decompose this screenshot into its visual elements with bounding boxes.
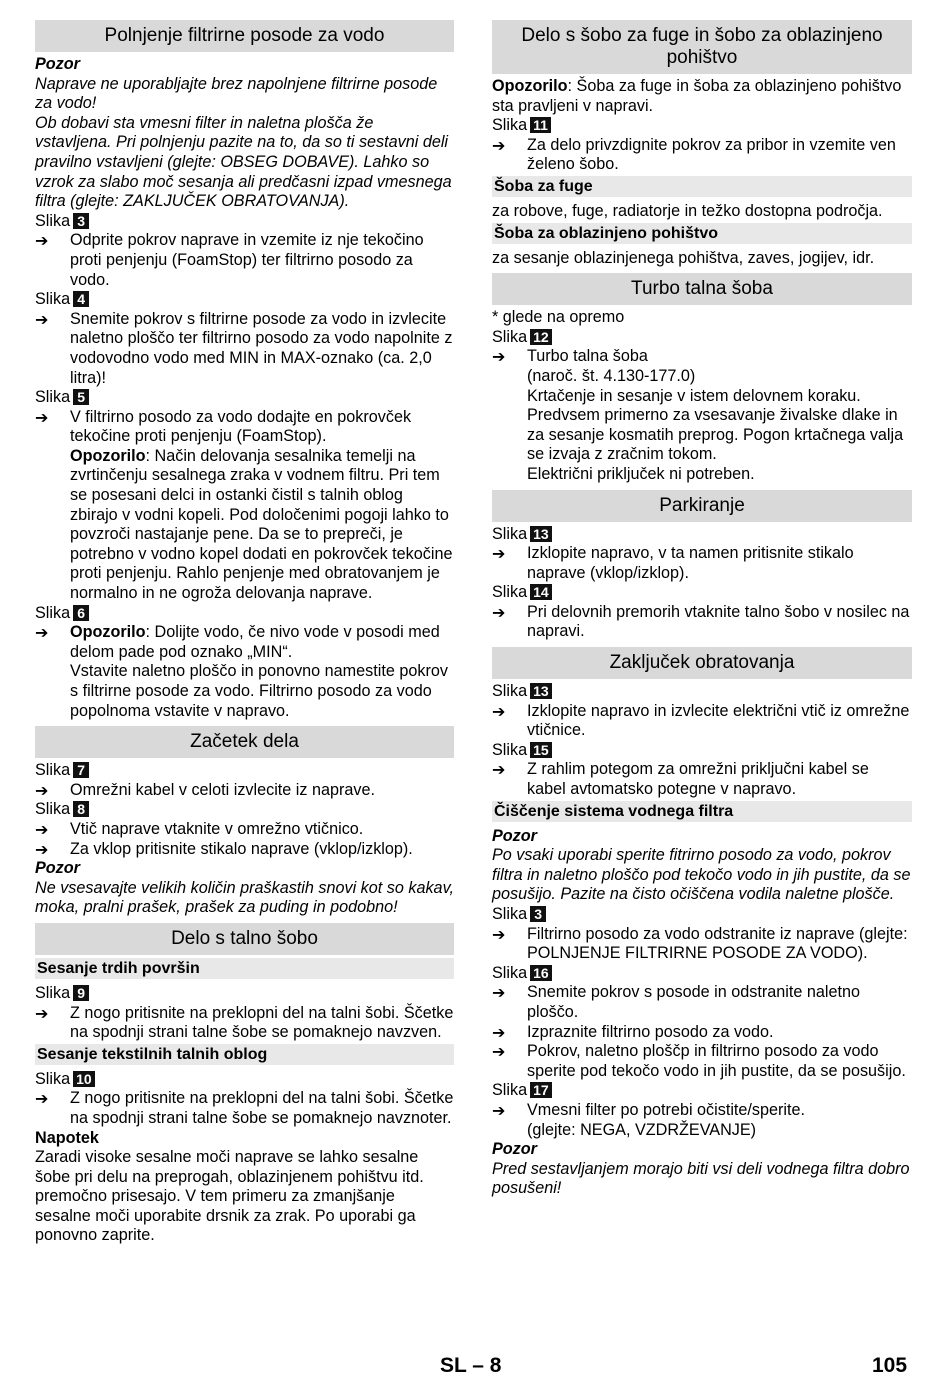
figure-ref — [35, 388, 454, 408]
figure-number: 17 — [530, 1082, 552, 1098]
figure-ref — [35, 212, 454, 232]
step-arrow-icon: ➔ — [492, 1022, 506, 1042]
hint-label: Napotek — [35, 1128, 99, 1147]
subsection-title: Sesanje trdih površin — [35, 958, 454, 979]
figure-ref — [492, 741, 912, 761]
figure-ref — [492, 1081, 912, 1101]
step-arrow-icon: ➔ — [492, 1100, 506, 1120]
subsection-title: Čiščenje sistema vodnega filtra — [492, 801, 912, 822]
step-text: Vtič naprave vtaknite v omrežno vtičnico. — [70, 819, 364, 838]
figure-number: 7 — [73, 762, 89, 778]
step-text: Vstavite naletno ploščo in ponovno namestite pokrov s filtrirne posode za vodo. Filtrirno posodo za vodo popolnoma vstavite v napravo. — [70, 662, 448, 720]
step-item — [35, 1089, 454, 1128]
step-text: Izklopite napravo in izvlecite električni vtič iz omrežne vtičnice. — [527, 701, 910, 740]
step-text: Filtrirno posodo za vodo odstranite iz naprave (glejte: POLNJENJE FILTRIRNE POSODE ZA VODO). — [527, 924, 908, 963]
figure-number: 13 — [530, 526, 552, 542]
figure-number: 13 — [530, 683, 552, 699]
step-arrow-icon: ➔ — [492, 983, 506, 1003]
figure-label: Slika — [492, 1081, 528, 1100]
step-arrow-icon: ➔ — [492, 347, 506, 367]
left-column — [35, 20, 454, 1246]
section-title-floor-nozzle: Delo s talno šobo — [35, 923, 454, 955]
figure-label: Slika — [35, 761, 71, 780]
step-text: Z nogo pritisnite na preklopni del na talni šobi. Ščetke na spodnji strani talne šobe se pomaknejo navznoter. — [70, 1089, 454, 1127]
figure-label: Slika — [35, 290, 71, 309]
step-item — [35, 310, 454, 388]
caution-label: Pozor — [492, 1140, 537, 1159]
figure-label: Slika — [492, 740, 528, 759]
figure-label: Slika — [35, 983, 71, 1002]
step-item — [492, 760, 912, 799]
step-arrow-icon: ➔ — [35, 1003, 49, 1023]
step-arrow-icon: ➔ — [492, 544, 506, 564]
caution-label: Pozor — [35, 859, 80, 878]
note-label: Opozorilo — [492, 77, 568, 95]
figure-number: 10 — [73, 1071, 95, 1087]
step-arrow-icon: ➔ — [492, 135, 506, 155]
note-label: Opozorilo — [70, 623, 146, 642]
step-arrow-icon: ➔ — [492, 701, 506, 721]
step-arrow-icon: ➔ — [35, 839, 49, 859]
step-item — [35, 623, 454, 721]
step-text: Omrežni kabel v celoti izvlecite iz naprave. — [70, 780, 375, 799]
figure-label: Slika — [492, 583, 528, 602]
step-item — [492, 1042, 912, 1081]
figure-label: Slika — [35, 388, 71, 407]
step-arrow-icon: ➔ — [35, 231, 49, 251]
step-text: Za vklop pritisnite stikalo naprave (vklop/izklop). — [70, 839, 413, 858]
step-text: Turbo talna šoba (naroč. št. 4.130-177.0) Krtačenje in sesanje v istem delovnem koraku. Predvsem primerno za vsesavanje živalske dlake in za sesanje kosmatih preprog. Pogon krtačnega valja se izvaja z zračnim tokom. Električni priključek ni potreben. — [527, 347, 904, 483]
subsection-title: Šoba za oblazinjeno pohištvo — [492, 223, 912, 244]
figure-ref — [35, 290, 454, 310]
step-arrow-icon: ➔ — [35, 819, 49, 839]
caution-text: Pred sestavljanjem morajo biti vsi deli vodnega filtra dobro posušeni! — [492, 1159, 910, 1198]
figure-number: 3 — [73, 213, 89, 229]
step-item — [35, 820, 454, 840]
figure-ref — [35, 604, 454, 624]
figure-ref — [492, 116, 912, 136]
figure-number: 12 — [530, 329, 552, 345]
hint-text: Zaradi visoke sesalne moči naprave se lahko sesalne šobe pri delu na preprogah, oblazinjenem pohištvu itd. premočno prisesajo. V tem primeru za zmanjšanje sesalne moči uporabite drsnik za zrak. Po uporabi ga ponovno zaprite. — [35, 1148, 424, 1245]
caution-text: Ne vsesavajte velikih količin praškastih snovi kot so kakav, moka, pralni prašek, prašek za puding in podobno! — [35, 878, 454, 917]
step-arrow-icon: ➔ — [35, 623, 49, 643]
step-item — [492, 1023, 912, 1043]
figure-label: Slika — [492, 524, 528, 543]
figure-label: Slika — [35, 603, 71, 622]
section-title-parking: Parkiranje — [492, 490, 912, 522]
figure-ref — [492, 964, 912, 984]
figure-number: 6 — [73, 605, 89, 621]
step-arrow-icon: ➔ — [35, 309, 49, 329]
footer-page-number: 105 — [872, 1354, 908, 1377]
section-title-end-operation: Zaključek obratovanja — [492, 647, 912, 679]
step-text: Snemite pokrov s posode in odstranite naletno ploščo. — [527, 983, 860, 1021]
figure-ref — [492, 328, 912, 348]
subsection-title: Šoba za fuge — [492, 176, 912, 197]
step-item — [35, 408, 454, 604]
step-item — [492, 1101, 912, 1140]
section-title-start-work: Začetek dela — [35, 726, 454, 758]
figure-ref — [35, 1070, 454, 1090]
right-column — [492, 20, 912, 1199]
figure-number: 14 — [530, 584, 552, 600]
caution-text: Po vsaki uporabi sperite fitrirno posodo za vodo, pokrov filtra in naletno ploščo pod tekočo vodo in jih pustite, da se posušijo. Pazite na čisto očiščena vodila naletne plošče. — [492, 846, 911, 904]
step-item — [35, 231, 454, 290]
step-text: Z nogo pritisnite na preklopni del na talni šobi. Ščetke na spodnji strani talne šobe se pomaknejo navzven. — [70, 1003, 454, 1042]
figure-label: Slika — [492, 327, 528, 346]
step-text: V filtrirno posodo za vodo dodajte en pokrovček tekočine proti penjenju (FoamStop). — [70, 407, 412, 446]
step-item — [35, 781, 454, 801]
step-item — [35, 840, 454, 860]
option-note: * glede na opremo — [492, 308, 625, 327]
figure-number: 15 — [530, 742, 552, 758]
figure-number: 4 — [73, 291, 89, 307]
step-text: Vmesni filter po potrebi očistite/sperite. (glejte: NEGA, VZDRŽEVANJE) — [527, 1100, 806, 1139]
section-title-crevice-upholstery-nozzle: Delo s šobo za fuge in šobo za oblazinjeno pohištvo — [492, 20, 912, 74]
step-text: Snemite pokrov s filtrirne posode za vodo in izvlecite naletno ploščo ter filtrirno posodo za vodo napolnite z vodovodno vodo med MIN in MAX-oznako (ca. 2,0 litra)! — [70, 309, 453, 387]
figure-label: Slika — [492, 963, 528, 982]
figure-label: Slika — [35, 800, 71, 819]
figure-label: Slika — [492, 905, 528, 923]
figure-number: 16 — [530, 965, 552, 981]
figure-ref — [35, 761, 454, 781]
section-title-filling-water-filter: Polnjenje filtrirne posode za vodo — [35, 20, 454, 52]
step-item — [492, 983, 912, 1022]
step-item — [492, 603, 912, 642]
figure-ref — [492, 583, 912, 603]
note-paragraph — [492, 77, 912, 116]
note-text: : Šoba za fuge in šoba za oblazinjeno pohištvo sta pravljeni v napravi. — [492, 77, 902, 115]
caution-label: Pozor — [35, 55, 80, 73]
figure-label: Slika — [35, 1069, 71, 1088]
step-item — [492, 544, 912, 583]
step-arrow-icon: ➔ — [35, 1089, 49, 1109]
figure-number: 9 — [73, 985, 89, 1001]
step-text: Odprite pokrov naprave in vzemite iz nje tekočino proti penjenju (FoamStop) ter filtrirno posodo za vodo. — [70, 231, 424, 289]
figure-ref — [492, 905, 912, 925]
step-text: Pri delovnih premorih vtaknite talno šobo v nosilec na napravi. — [527, 602, 910, 641]
figure-ref — [492, 682, 912, 702]
step-item — [492, 702, 912, 741]
step-arrow-icon: ➔ — [35, 780, 49, 800]
step-text: Z rahlim potegom za omrežni priključni kabel se kabel avtomatsko potegne v napravo. — [527, 760, 869, 799]
step-text: Pokrov, naletno ploščp in filtrirno posodo za vodo sperite pod tekočo vodo in jih pustite, da se posušijo. — [527, 1042, 906, 1080]
subsection-title: Sesanje tekstilnih talnih oblog — [35, 1044, 454, 1065]
step-text: Za delo privzdignite pokrov za pribor in vzemite ven želeno šobo. — [527, 135, 896, 174]
figure-ref — [492, 525, 912, 545]
caution-label: Pozor — [492, 826, 537, 845]
step-text: Izklopite napravo, v ta namen pritisnite stikalo naprave (vklop/izklop). — [527, 544, 854, 582]
step-arrow-icon: ➔ — [492, 924, 506, 944]
note-label: Opozorilo — [70, 446, 146, 465]
note-text: : Način delovanja sesalnika temelji na zvrtinčenju sesalnega zraka v vodnem filtru. Pri tem se posesani delci in ostanki čistil s talnih oblog zbirajo v vodni kopeli. Pod določenimi pogoji lahko to povzroči nastajanje pene. Da se to prepreči, je potrebno v vodno kopel dodati en pokrovček tekočine proti penjenju. Rahlo penjenje med obratovanjem je normalno in ne ogroža delovanja naprave. — [70, 446, 453, 603]
step-arrow-icon: ➔ — [35, 407, 49, 427]
figure-number: 5 — [73, 389, 89, 405]
step-item — [492, 925, 912, 964]
step-text: Izpraznite filtrirno posodo za vodo. — [527, 1022, 774, 1041]
note-text: : Dolijte vodo, če nivo vode v posodi med delom pade pod oznako „MIN“. — [70, 623, 440, 661]
figure-label: Slika — [35, 211, 71, 230]
caution-text: Naprave ne uporabljajte brez napolnjene filtrirne posode za vodo! Ob dobavi sta vmesni filter in naletna plošča že vstavljena. Pri polnjenju pazite na to, da so ti sestavni deli pravilno vstavljeni (glejte: OBSEG DOBAVE). Lahko so vzrok za slabo moč sesanja ali predčasni izpad vmesnega filtra (glejte: ZAKLJUČEK OBRATOVANJA). — [35, 74, 452, 211]
step-arrow-icon: ➔ — [492, 602, 506, 622]
step-item — [492, 347, 912, 484]
figure-ref — [35, 800, 454, 820]
figure-number: 8 — [73, 801, 89, 817]
section-title-turbo-nozzle: Turbo talna šoba — [492, 273, 912, 305]
figure-label: Slika — [492, 682, 528, 701]
figure-label: Slika — [492, 116, 528, 135]
body-text: za robove, fuge, radiatorje in težko dostopna področja. — [492, 201, 883, 220]
figure-number: 11 — [530, 117, 551, 133]
footer-language-page: SL – 8 — [440, 1354, 502, 1377]
step-arrow-icon: ➔ — [492, 1042, 506, 1062]
body-text: za sesanje oblazinjenega pohištva, zaves, jogijev, idr. — [492, 248, 875, 267]
step-item — [492, 136, 912, 175]
figure-number: 3 — [530, 906, 546, 922]
step-item — [35, 1004, 454, 1043]
figure-ref — [35, 984, 454, 1004]
step-arrow-icon: ➔ — [492, 760, 506, 780]
